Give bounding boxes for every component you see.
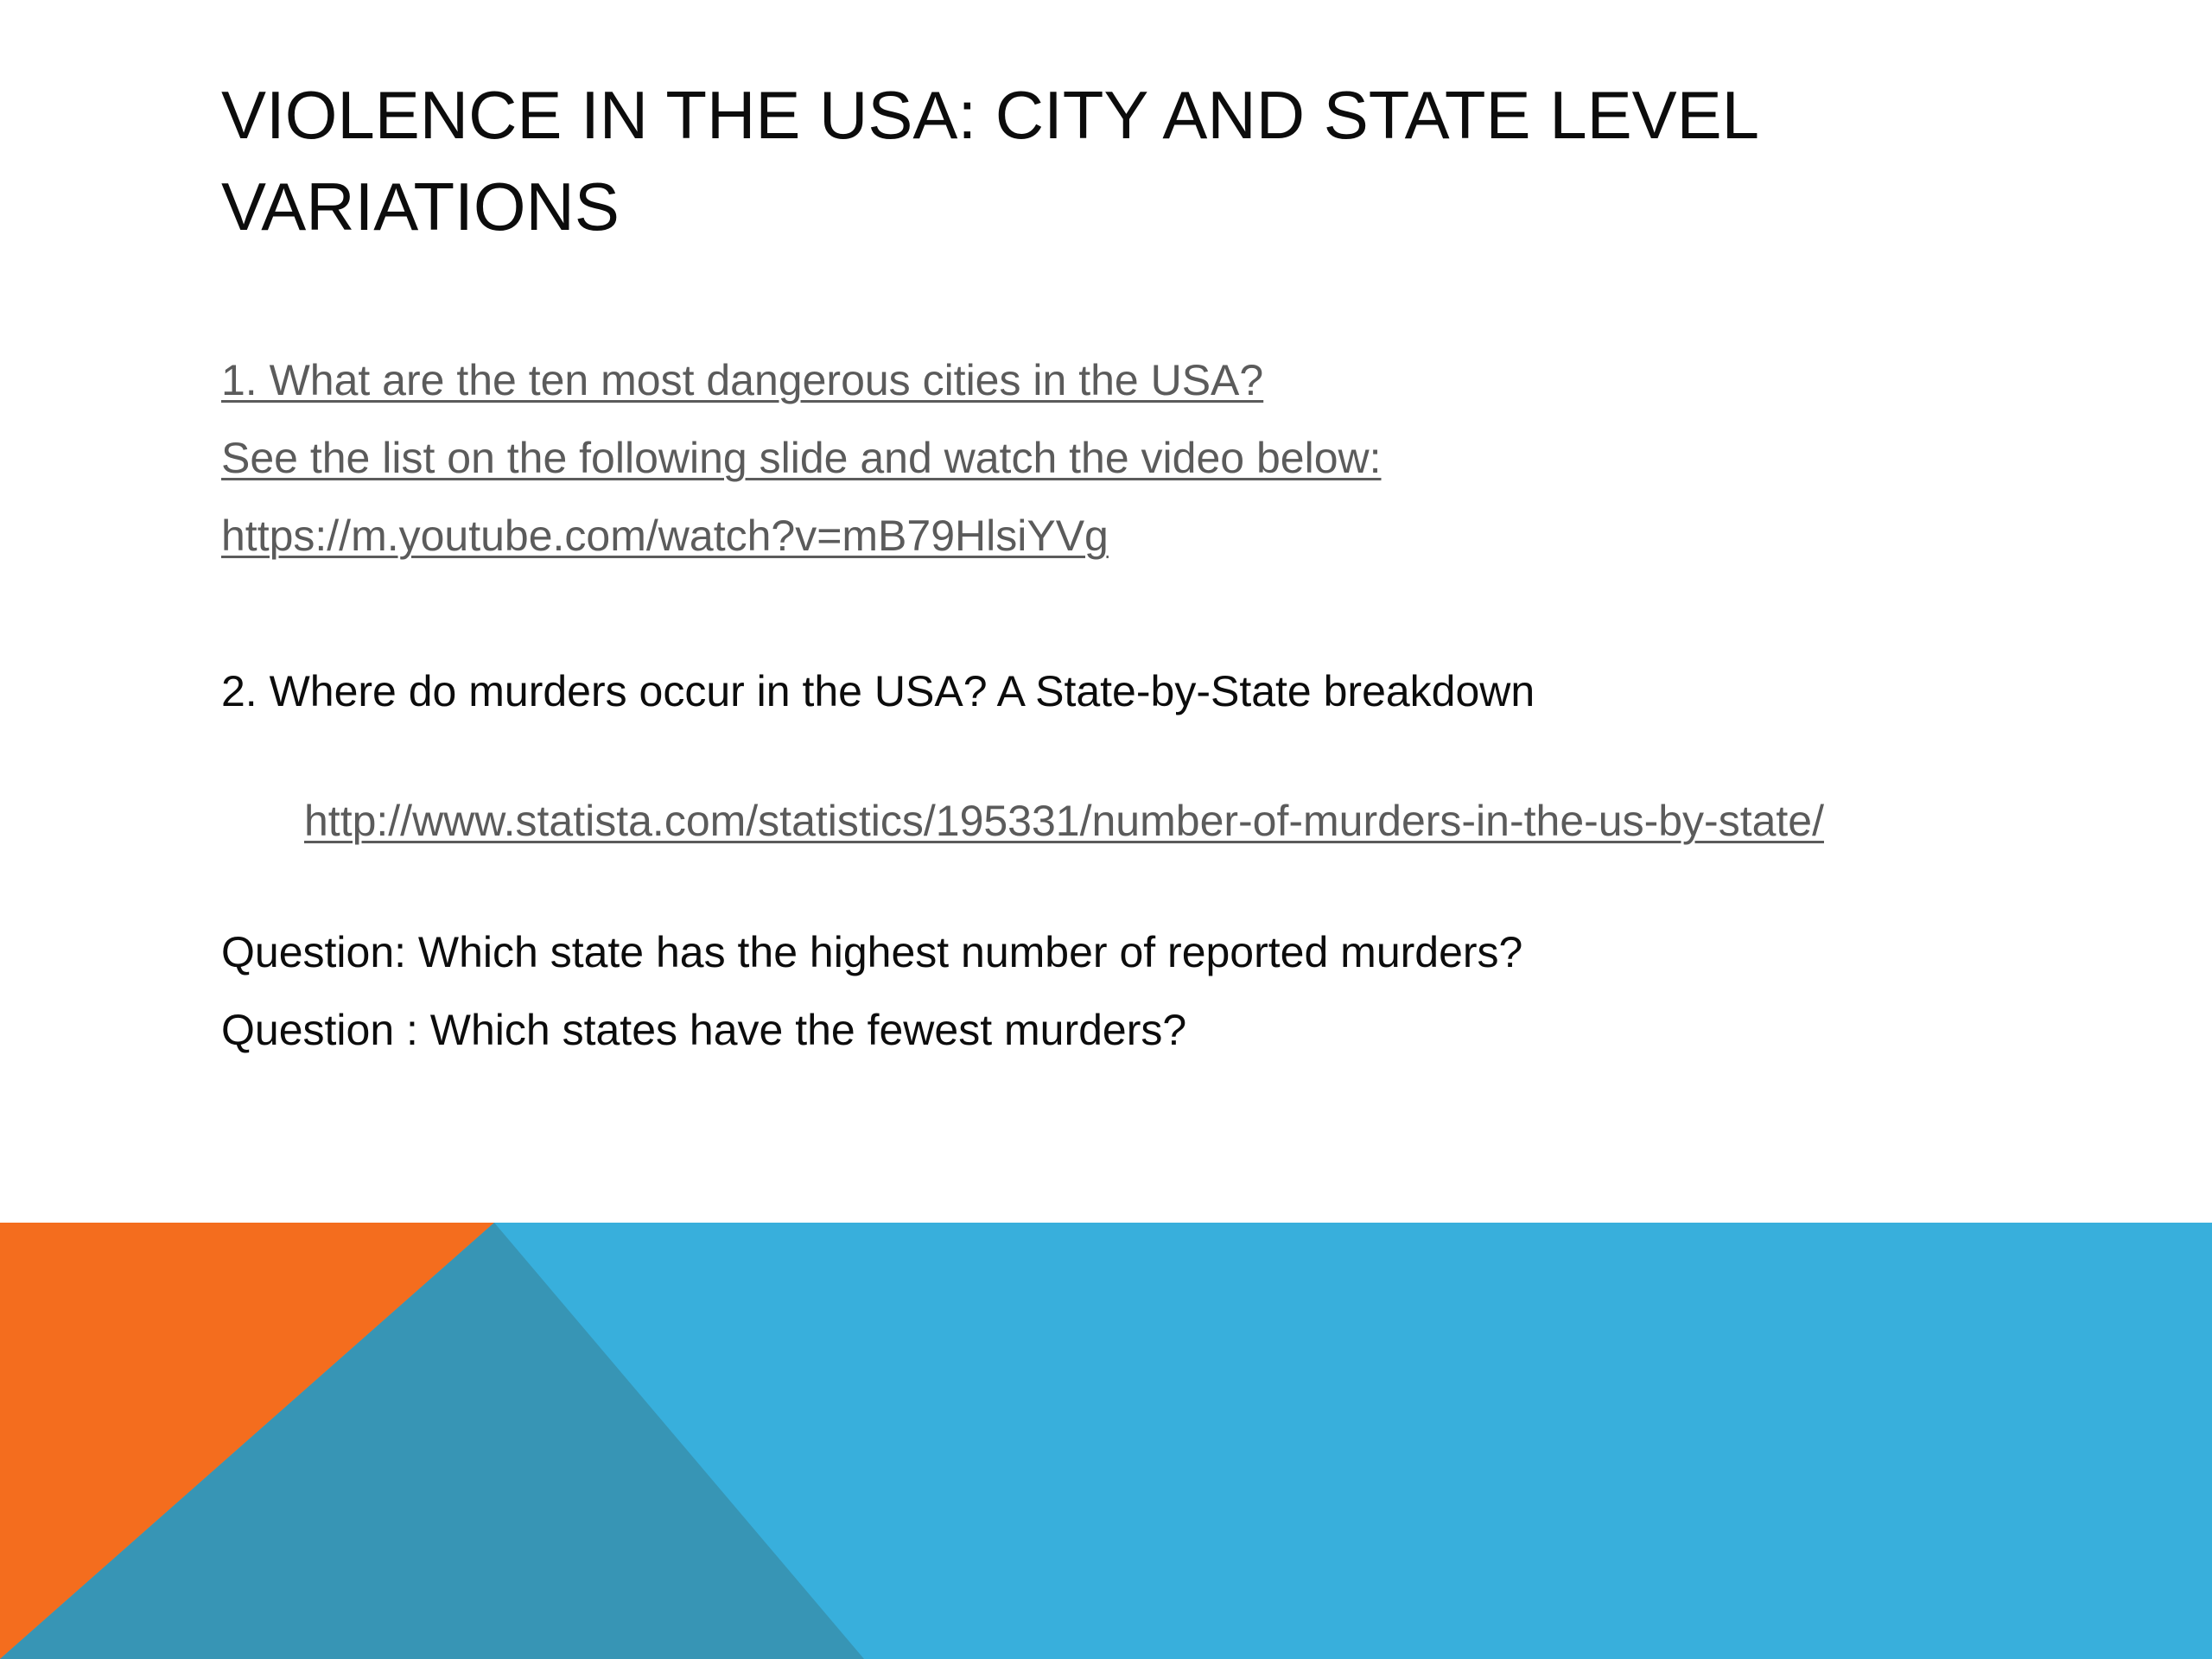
question-highest-murders: Question: Which state has the highest number of reported murders? [221, 928, 1523, 976]
statista-link-line [304, 795, 1946, 847]
youtube-link[interactable]: https://m.youtube.com/watch?v=mB79HlsiYVg [221, 512, 1109, 560]
question-fewest-murders: Question : Which states have the fewest murders? [221, 1006, 1187, 1054]
slide-title: VIOLENCE IN THE USA: CITY AND STATE LEVEL VARIATIONS [221, 77, 1758, 245]
question-1-link[interactable]: 1. What are the ten most dangerous cities in the USA? [221, 356, 1264, 404]
question-2: 2. Where do murders occur in the USA? A State-by-State breakdown [221, 667, 1535, 715]
statista-link[interactable]: http://www.statista.com/statistics/195331/number-of-murders-in-the-us-by-state/ [304, 797, 1824, 845]
decorative-bottom-band [0, 1223, 2212, 1659]
question-1-line [221, 354, 1263, 406]
question-1-note-line [221, 432, 1382, 484]
youtube-link-line [221, 510, 1109, 562]
question-1-note-link[interactable]: See the list on the following slide and watch the video below: [221, 434, 1382, 482]
